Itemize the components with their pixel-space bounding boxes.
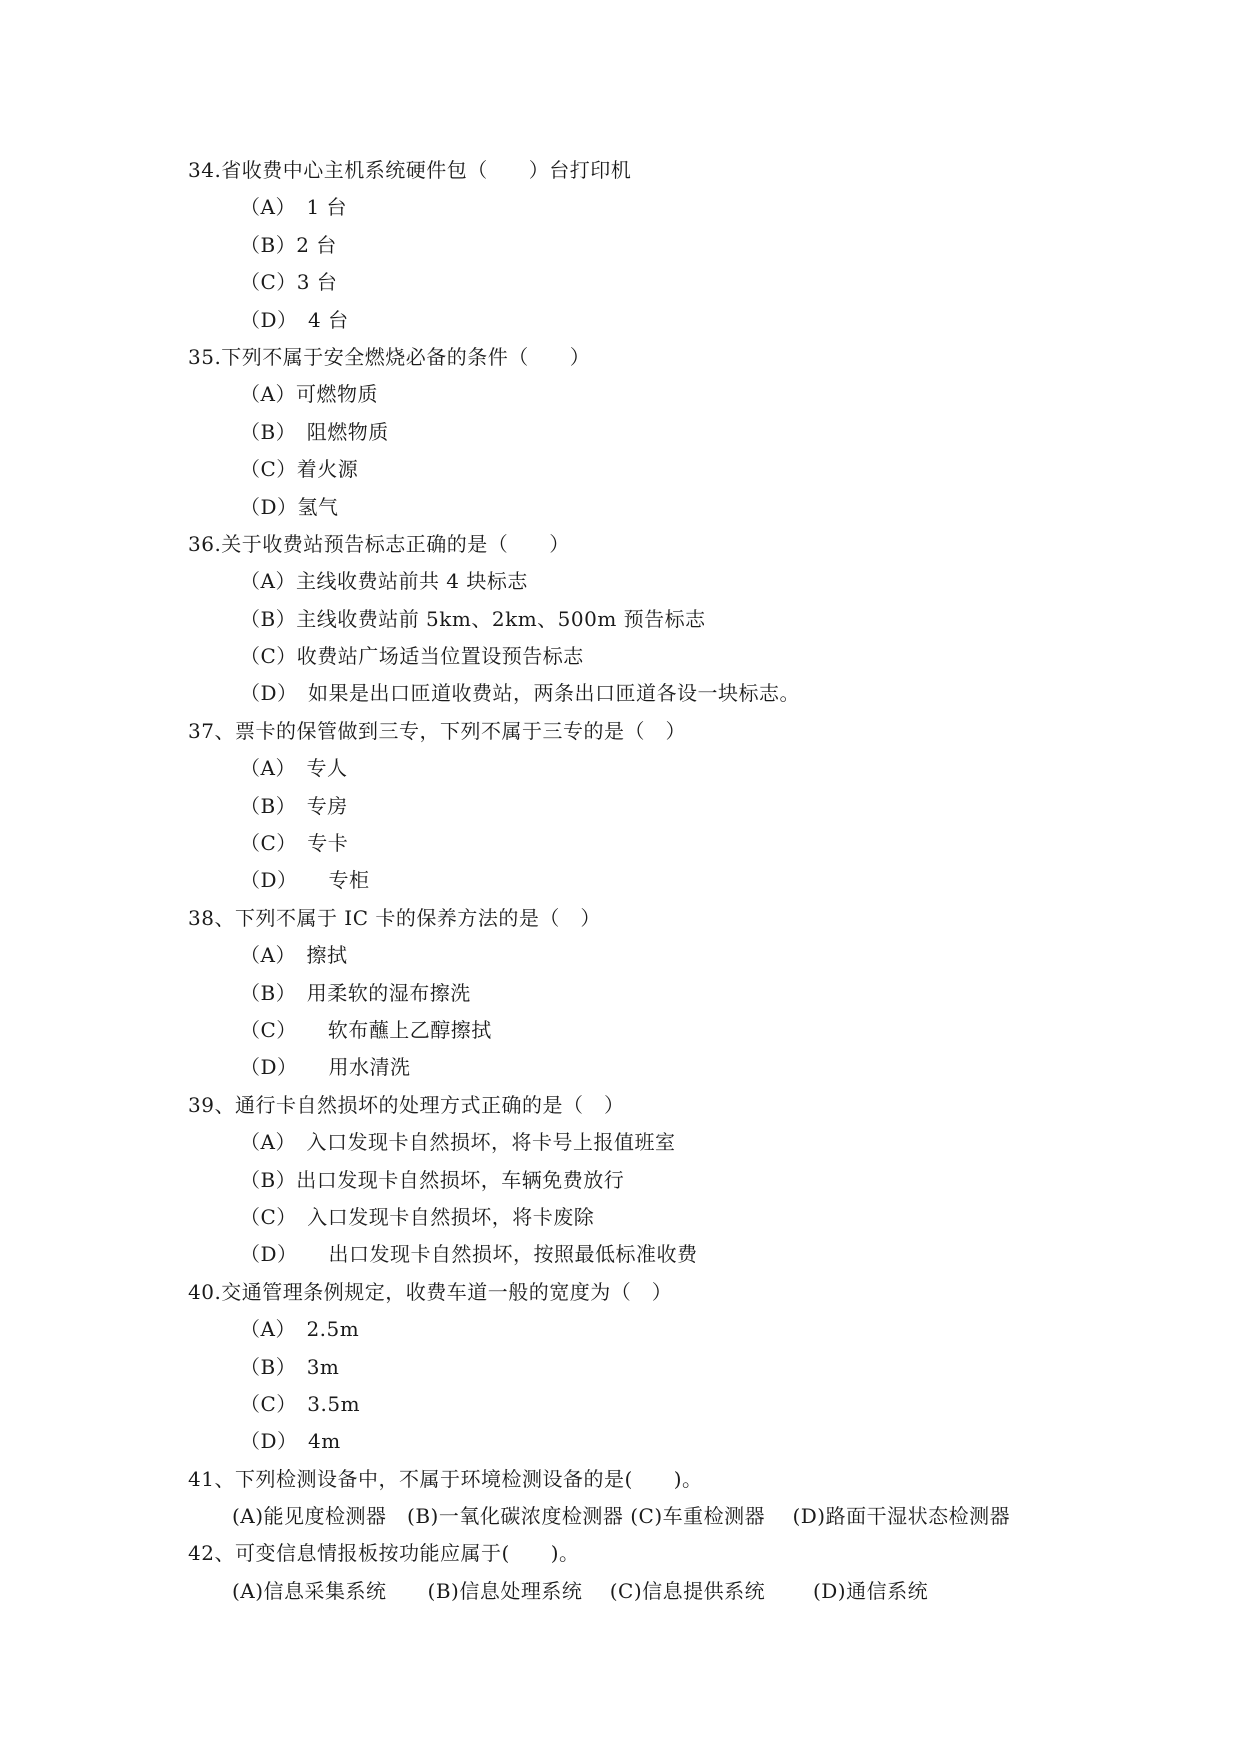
option-40-c: （C） 3.5m (240, 1391, 361, 1416)
option-36-d: （D） 如果是出口匝道收费站，两条出口匝道各设一块标志。 (240, 681, 801, 706)
option-39-d: （D） 出口发现卡自然损坏，按照最低标准收费 (240, 1242, 698, 1267)
option-37-a: （A） 专人 (240, 756, 348, 781)
question-stem-39: 39、通行卡自然损坏的处理方式正确的是（ ） (188, 1092, 625, 1117)
option-36-b: （B）主线收费站前 5km、2km、500m 预告标志 (240, 606, 706, 631)
question-stem-42: 42、可变信息情报板按功能应属于( )。 (188, 1541, 580, 1566)
option-36-a: （A）主线收费站前共 4 块标志 (240, 569, 528, 594)
option-35-b: （B） 阻燃物质 (240, 419, 389, 444)
option-34-c: （C）3 台 (240, 270, 338, 295)
option-34-b: （B）2 台 (240, 232, 337, 257)
question-stem-37: 37、票卡的保管做到三专，下列不属于三专的是（ ） (188, 718, 686, 743)
question-stem-40: 40.交通管理条例规定，收费车道一般的宽度为（ ） (188, 1279, 673, 1304)
option-35-d: （D）氢气 (240, 494, 339, 519)
option-38-d: （D） 用水清洗 (240, 1055, 411, 1080)
option-38-c: （C） 软布蘸上乙醇擦拭 (240, 1017, 492, 1042)
option-37-c: （C） 专卡 (240, 831, 349, 856)
option-35-c: （C）着火源 (240, 457, 359, 482)
option-34-a: （A） 1 台 (240, 195, 348, 220)
question-stem-36: 36.关于收费站预告标志正确的是（ ） (188, 531, 570, 556)
option-40-d: （D） 4m (240, 1429, 341, 1454)
option-34-d: （D） 4 台 (240, 307, 349, 332)
option-39-a: （A） 入口发现卡自然损坏，将卡号上报值班室 (240, 1130, 676, 1155)
option-row-42: (A)信息采集系统 (B)信息处理系统 (C)信息提供系统 (D)通信系统 (232, 1578, 929, 1603)
question-stem-35: 35.下列不属于安全燃烧必备的条件（ ） (188, 344, 591, 369)
option-40-a: （A） 2.5m (240, 1317, 360, 1342)
question-stem-34: 34.省收费中心主机系统硬件包（ ）台打印机 (188, 158, 632, 182)
option-38-a: （A） 擦拭 (240, 943, 348, 968)
option-39-c: （C） 入口发现卡自然损坏，将卡废除 (240, 1204, 595, 1229)
option-40-b: （B） 3m (240, 1354, 340, 1379)
option-36-c: （C）收费站广场适当位置设预告标志 (240, 644, 584, 669)
question-stem-41: 41、下列检测设备中，不属于环境检测设备的是( )。 (188, 1466, 703, 1491)
option-37-b: （B） 专房 (240, 793, 348, 818)
option-37-d: （D） 专柜 (240, 868, 370, 893)
question-stem-38: 38、下列不属于 IC 卡的保养方法的是（ ） (188, 905, 601, 930)
question-list (188, 152, 1148, 1610)
option-38-b: （B） 用柔软的湿布擦洗 (240, 980, 471, 1005)
option-35-a: （A）可燃物质 (240, 382, 378, 407)
option-row-41: (A)能见度检测器 (B)一氧化碳浓度检测器 (C)车重检测器 (D)路面干湿状态检测器 (232, 1504, 1011, 1529)
option-39-b: （B）出口发现卡自然损坏，车辆免费放行 (240, 1167, 625, 1192)
